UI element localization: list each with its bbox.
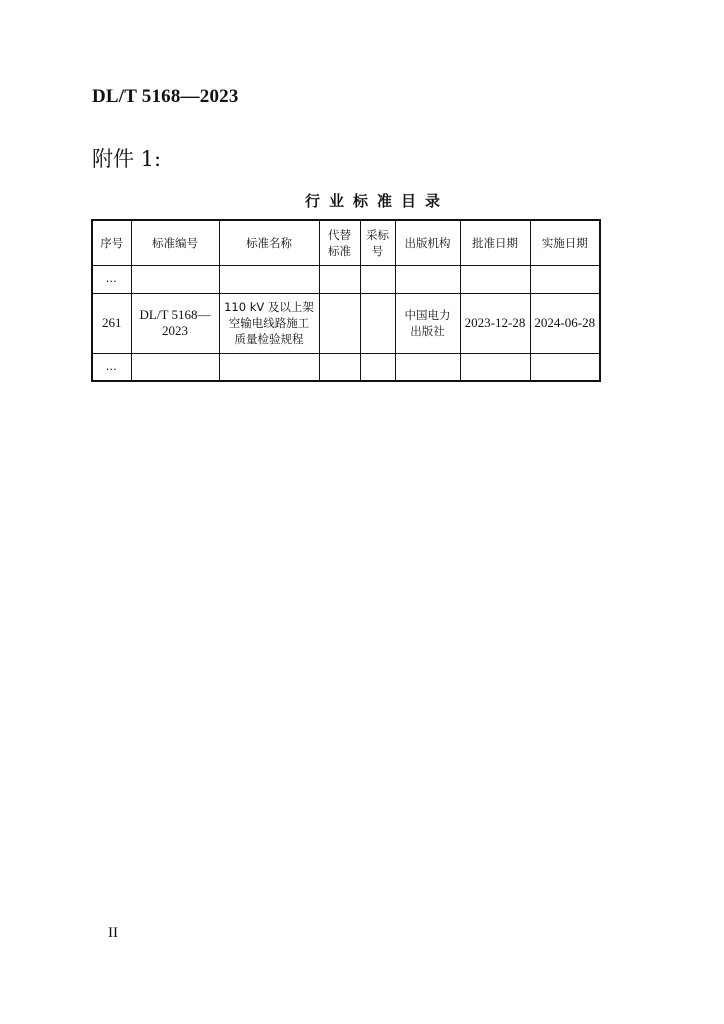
empty-cell: [530, 265, 600, 293]
col-header-adopted-line1: 采标: [366, 227, 389, 242]
col-header-replaced-line1: 代替: [328, 227, 351, 242]
standards-catalog-table: [91, 219, 601, 382]
empty-cell: [131, 353, 219, 381]
empty-cell: [319, 265, 360, 293]
col-header-replaced-line2: 标准: [328, 243, 351, 258]
col-header-code: 标准编号: [131, 220, 219, 265]
table-header-row: [92, 220, 600, 265]
cell-name-line2: 空输电线路施工: [228, 316, 310, 330]
empty-cell: [360, 265, 395, 293]
page-number: II: [108, 925, 118, 941]
catalog-title: 行业标准目录: [304, 192, 449, 210]
ellipsis-cell: …: [92, 265, 131, 293]
col-header-replaced: [319, 220, 360, 265]
cell-implementation-date: 2024-06-28: [530, 293, 600, 353]
cell-name-line1: 110 kV 及以上架: [224, 300, 314, 314]
cell-seq: 261: [92, 293, 131, 353]
col-header-implementation-date: 实施日期: [530, 220, 600, 265]
col-header-publisher: 出版机构: [395, 220, 460, 265]
empty-cell: [530, 353, 600, 381]
empty-cell: [219, 265, 319, 293]
cell-publisher-line1: 中国电力: [404, 308, 451, 322]
cell-code: [131, 293, 219, 353]
empty-cell: [395, 265, 460, 293]
col-header-adopted-line2: 号: [371, 243, 384, 258]
empty-cell: [219, 353, 319, 381]
col-header-name: 标准名称: [219, 220, 319, 265]
cell-replaced: [319, 293, 360, 353]
table-row: [92, 293, 600, 353]
cell-adopted: [360, 293, 395, 353]
cell-name: [219, 293, 319, 353]
table-row-ellipsis-bottom: [92, 353, 600, 381]
cell-publisher: [395, 293, 460, 353]
empty-cell: [460, 353, 530, 381]
col-header-seq: 序号: [92, 220, 131, 265]
col-header-approval-date: 批准日期: [460, 220, 530, 265]
empty-cell: [131, 265, 219, 293]
cell-name-line3: 质量检验规程: [234, 332, 304, 346]
cell-publisher-line2: 出版社: [410, 324, 445, 338]
cell-approval-date: 2023-12-28: [460, 293, 530, 353]
ellipsis-cell: …: [92, 353, 131, 381]
attachment-label: 附件 1:: [92, 147, 162, 171]
empty-cell: [460, 265, 530, 293]
document-code-header: DL/T 5168—2023: [92, 86, 239, 107]
col-header-adopted: [360, 220, 395, 265]
table-row-ellipsis-top: [92, 265, 600, 293]
cell-code-line2: 2023: [162, 323, 188, 338]
cell-code-line1: DL/T 5168—: [139, 307, 211, 322]
empty-cell: [319, 353, 360, 381]
empty-cell: [360, 353, 395, 381]
empty-cell: [395, 353, 460, 381]
